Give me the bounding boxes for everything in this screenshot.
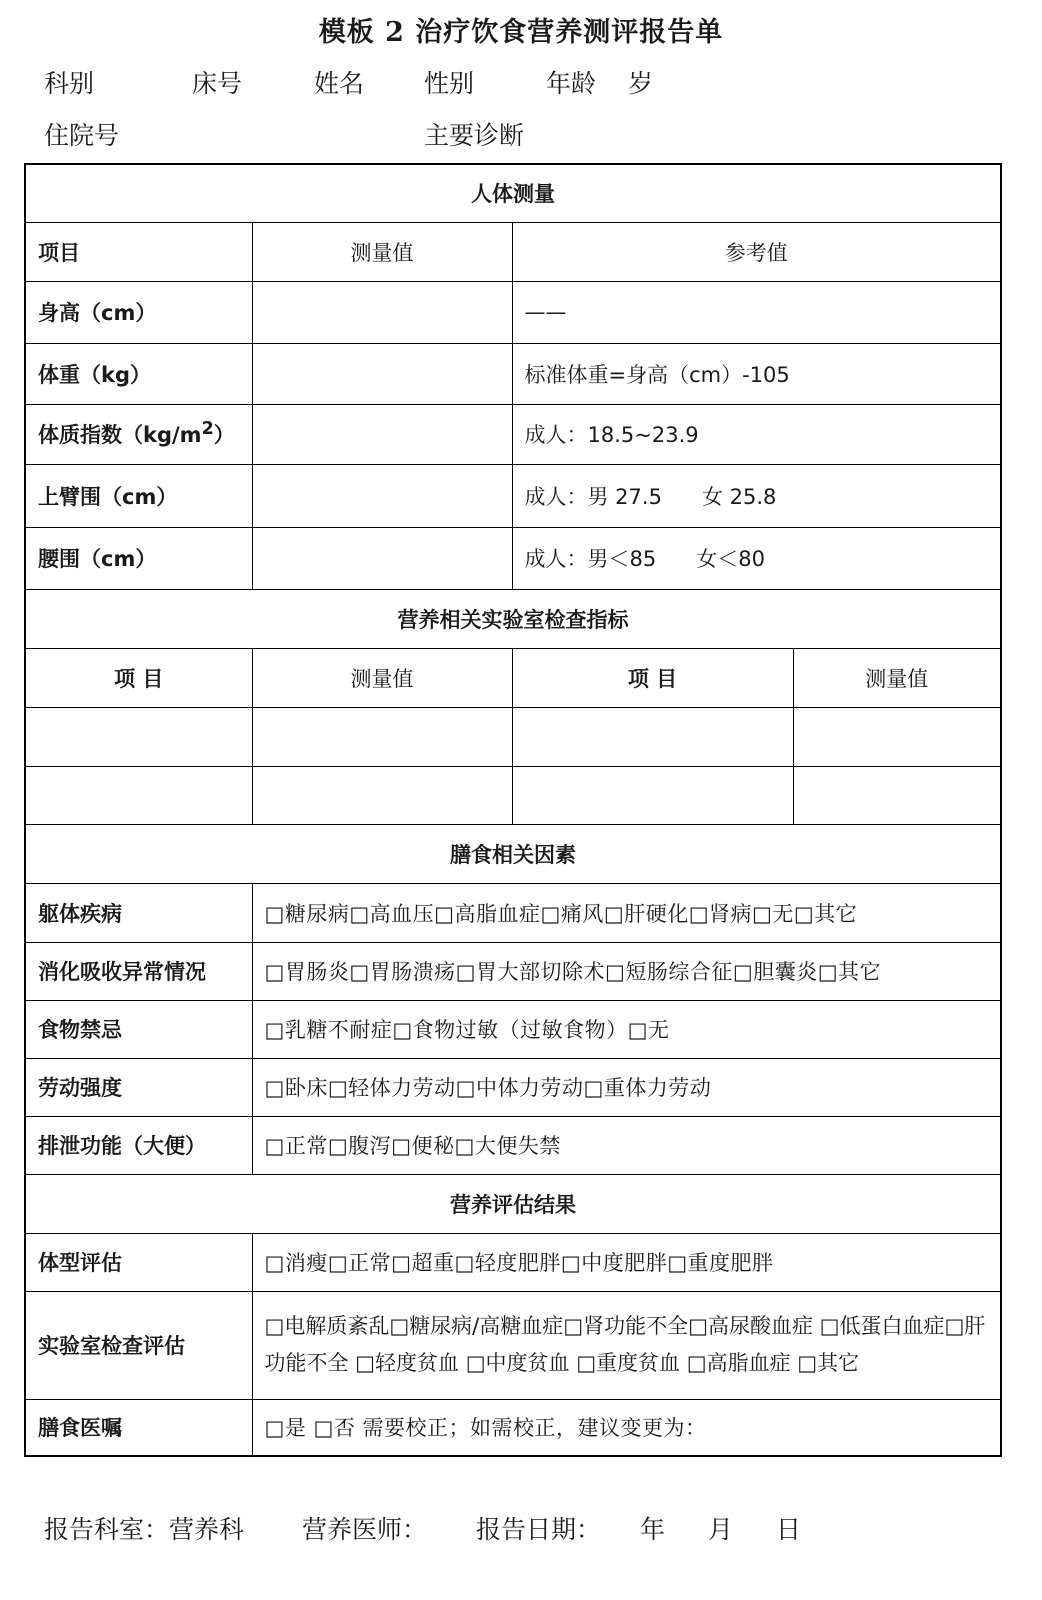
row-label-food-taboo: 食物禁忌 — [25, 1000, 252, 1058]
lab-item-cell[interactable] — [25, 766, 252, 824]
row-label-height: 身高（cm） — [25, 281, 252, 343]
bmi-value-cell[interactable] — [252, 404, 512, 464]
table-row — [25, 527, 1001, 589]
report-year: 年 — [640, 1515, 666, 1544]
row-label-arm: 上臂围（cm） — [25, 464, 252, 527]
lab-item-cell[interactable] — [25, 707, 252, 766]
row-label-bmi — [25, 404, 252, 464]
diagnosis-label: 主要诊断 — [424, 121, 525, 150]
dept-label: 科别 — [44, 69, 95, 98]
row-label-labor: 劳动强度 — [25, 1058, 252, 1116]
section-anthropometry: 人体测量 — [25, 164, 1001, 222]
lab-assessment-options[interactable]: □电解质紊乱□糖尿病/高糖血症□肾功能不全□高尿酸血症 □低蛋白血症□肝功能不全 □轻度贫血 □中度贫血 □重度贫血 □高脂血症 □其它 — [252, 1291, 1001, 1399]
section-lab: 营养相关实验室检查指标 — [25, 589, 1001, 648]
table-row — [25, 1233, 1001, 1291]
table-row — [25, 464, 1001, 527]
lab-row — [25, 707, 1001, 766]
diseases-options[interactable]: □糖尿病□高血压□高脂血症□痛风□肝硬化□肾病□无□其它 — [252, 883, 1001, 942]
age-label: 年龄 — [546, 69, 597, 98]
table-row — [25, 1291, 1001, 1399]
table-row — [25, 1058, 1001, 1116]
row-label-body-type: 体型评估 — [25, 1233, 252, 1291]
section-results: 营养评估结果 — [25, 1174, 1001, 1233]
table-row — [25, 883, 1001, 942]
weight-value-cell[interactable] — [252, 343, 512, 404]
section-diet-factors: 膳食相关因素 — [25, 824, 1001, 883]
lab-value-cell[interactable] — [793, 707, 1001, 766]
diet-order-options[interactable]: □是 □否 需要校正；如需校正，建议变更为： — [252, 1399, 1001, 1456]
table-row — [25, 1399, 1001, 1456]
bmi-label-tail: ） — [213, 423, 235, 447]
row-label-lab-assessment: 实验室检查评估 — [25, 1291, 252, 1399]
height-reference: —— — [512, 281, 1001, 343]
table-row — [25, 1116, 1001, 1174]
lab-col-value-2: 测量值 — [793, 648, 1001, 707]
arm-value-cell[interactable] — [252, 464, 512, 527]
report-day: 日 — [776, 1515, 802, 1544]
lab-value-cell[interactable] — [252, 766, 512, 824]
lab-row — [25, 766, 1001, 824]
food-taboo-options[interactable]: □乳糖不耐症□食物过敏（过敏食物）□无 — [252, 1000, 1001, 1058]
lab-value-cell[interactable] — [793, 766, 1001, 824]
waist-value-cell[interactable] — [252, 527, 512, 589]
table-row — [25, 1000, 1001, 1058]
inpatient-no-label: 住院号 — [44, 121, 120, 150]
col-header-reference: 参考值 — [512, 222, 1001, 281]
sex-label: 性别 — [424, 69, 475, 98]
bmi-label-text: 体质指数（kg/m — [38, 423, 202, 447]
weight-reference: 标准体重=身高（cm）-105 — [512, 343, 1001, 404]
page-title: 模板 2 治疗饮食营养测评报告单 — [318, 17, 724, 48]
table-row — [25, 281, 1001, 343]
labor-options[interactable]: □卧床□轻体力劳动□中体力劳动□重体力劳动 — [252, 1058, 1001, 1116]
report-footer — [0, 1510, 1042, 1550]
lab-value-cell[interactable] — [252, 707, 512, 766]
body-type-options[interactable]: □消瘦□正常□超重□轻度肥胖□中度肥胖□重度肥胖 — [252, 1233, 1001, 1291]
table-row — [25, 404, 1001, 464]
lab-col-item-1: 项 目 — [25, 648, 252, 707]
report-month: 月 — [708, 1515, 734, 1544]
name-label: 姓名 — [314, 69, 365, 98]
bed-label: 床号 — [192, 69, 243, 98]
lab-item-cell[interactable] — [512, 707, 793, 766]
patient-info-row-2 — [0, 116, 1042, 156]
height-value-cell[interactable] — [252, 281, 512, 343]
row-label-weight: 体重（kg） — [25, 343, 252, 404]
row-label-diet-order: 膳食医嘱 — [25, 1399, 252, 1456]
report-date: 报告日期： — [476, 1515, 602, 1544]
col-header-value: 测量值 — [252, 222, 512, 281]
lab-item-cell[interactable] — [512, 766, 793, 824]
bmi-label-sup: 2 — [201, 419, 214, 439]
waist-reference-male: 成人：男＜85 — [524, 547, 657, 571]
table-row — [25, 343, 1001, 404]
digestion-options[interactable]: □胃肠炎□胃肠溃疡□胃大部切除术□短肠综合征□胆囊炎□其它 — [252, 942, 1001, 1000]
arm-reference-female: 女 25.8 — [701, 484, 777, 509]
col-header-item: 项目 — [25, 222, 252, 281]
row-label-waist: 腰围（cm） — [25, 527, 252, 589]
arm-reference-male: 成人：男 27.5 — [524, 484, 662, 509]
row-label-diseases: 躯体疾病 — [25, 883, 252, 942]
table-row — [25, 942, 1001, 1000]
excretion-options[interactable]: □正常□腹泻□便秘□大便失禁 — [252, 1116, 1001, 1174]
row-label-excretion: 排泄功能（大便） — [25, 1116, 252, 1174]
bmi-reference: 成人：18.5~23.9 — [512, 404, 1001, 464]
lab-col-value-1: 测量值 — [252, 648, 512, 707]
report-doctor: 营养医师： — [302, 1515, 428, 1544]
age-unit-label: 岁 — [628, 69, 654, 98]
assessment-table — [24, 163, 1002, 1457]
arm-reference — [512, 464, 1001, 527]
waist-reference — [512, 527, 1001, 589]
patient-info-row-1 — [0, 64, 1042, 104]
report-dept: 报告科室：营养科 — [44, 1515, 245, 1544]
waist-reference-female: 女＜80 — [696, 547, 765, 571]
lab-col-item-2: 项 目 — [512, 648, 793, 707]
row-label-digestion: 消化吸收异常情况 — [25, 942, 252, 1000]
